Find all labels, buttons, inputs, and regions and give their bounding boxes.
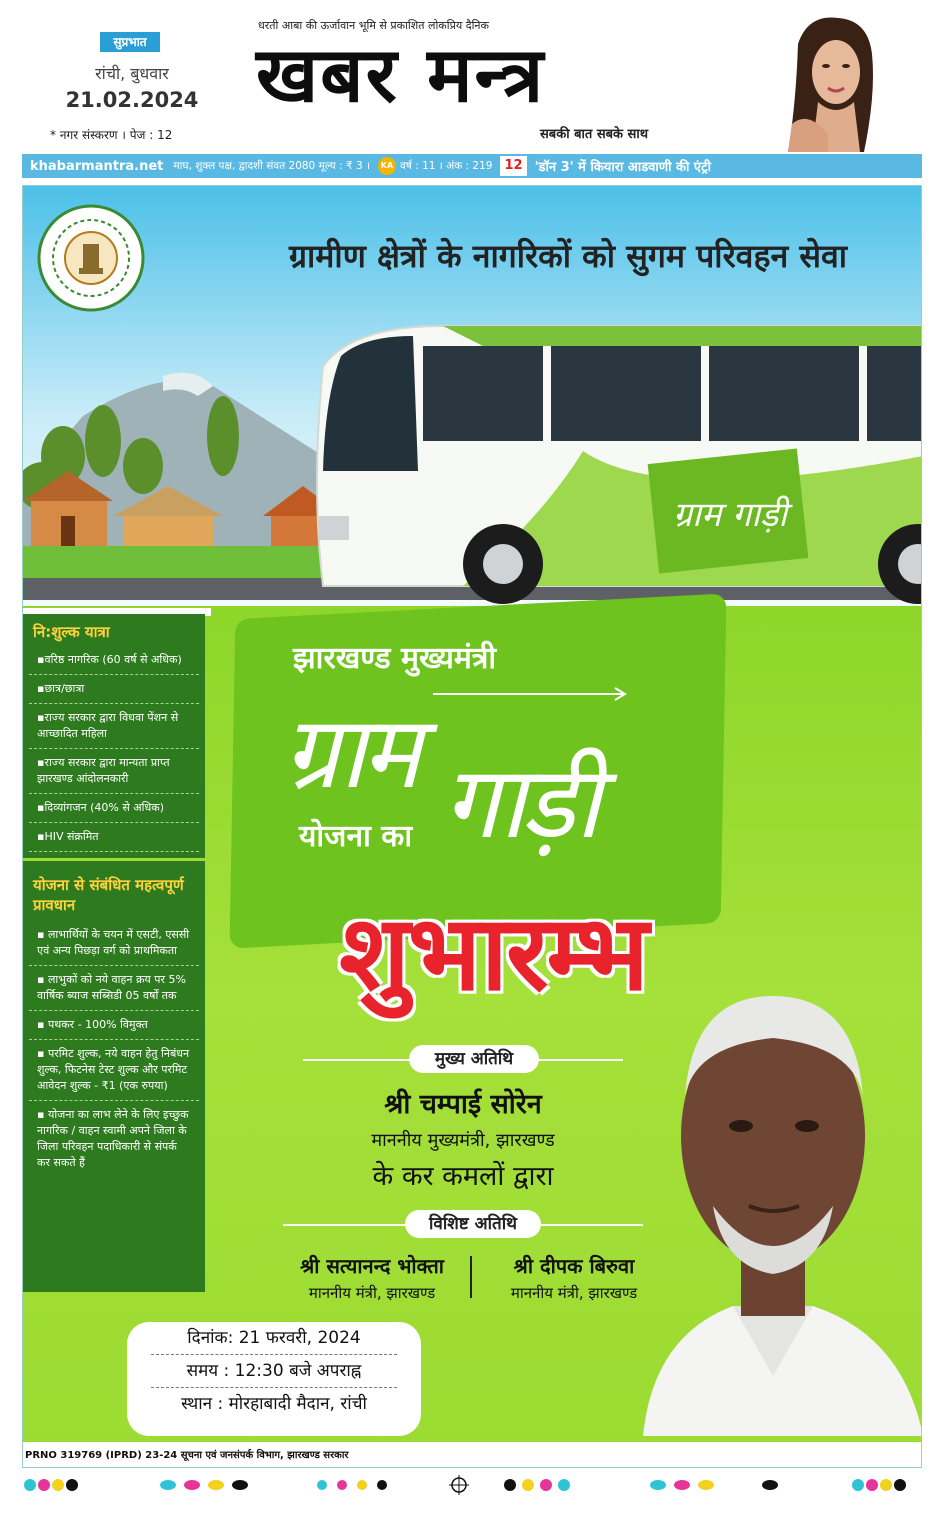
free-item: ▪वरिष्ठ नागरिक (60 वर्ष से अधिक) — [29, 646, 199, 675]
advert-headline — [238, 234, 898, 277]
guest-name: श्री दीपक बिरुवा — [513, 1254, 635, 1278]
guest-role: माननीय मंत्री, झारखण्ड — [510, 1284, 638, 1302]
coin-icon: KA — [378, 157, 396, 175]
provision-item: ▪ लाभार्थियों के चयन में एसटी, एससी एवं अन्य पिछड़ा वर्ग को प्राथमिकता — [29, 921, 199, 966]
newspaper-logo: खबर मन्त्र — [256, 30, 546, 119]
headline-bold: सुगम परिवहन सेवा — [626, 237, 848, 275]
guest-name: श्री सत्यानन्द भोक्ता — [300, 1254, 444, 1278]
panchang-price: माघ, शुक्ल पक्ष, द्वादशी संवत 2080 मूल्य : ₹ 3 । — [173, 160, 370, 172]
masthead — [0, 0, 945, 150]
slogan: सबकी बात सबके साथ — [540, 127, 648, 142]
launch-title: शुभारम्भ — [339, 892, 647, 1014]
cm-pretitle: झारखण्ड मुख्यमंत्री — [293, 641, 497, 676]
special-guest-label: विशिष्ट अतिथि — [405, 1210, 541, 1238]
scheme-sidebar — [23, 614, 205, 1292]
chief-guest-label: मुख्य अतिथि — [409, 1045, 539, 1073]
provision-item: ▪ योजना का लाभ लेने के लिए इच्छुक नागरिक / वाहन स्वामी अपने जिला के जिला परिवहन पदाधिकारी से संपर्क कर सकते हैं — [37, 1108, 189, 1169]
print-registration-marks — [22, 1475, 922, 1495]
page-number-box: 12 — [500, 156, 526, 176]
info-strip — [22, 154, 922, 178]
brand-gram: ग्राम — [283, 694, 418, 811]
chief-minister-portrait — [623, 956, 922, 1436]
guest-1 — [277, 1252, 467, 1303]
yojana-ka: योजना का — [299, 819, 413, 854]
teaser-headline[interactable]: 'डॉन 3' में कियारा आडवाणी की एंट्री — [534, 160, 712, 175]
provisions-title: योजना से संबंधित महत्वपूर्ण प्रावधान — [23, 858, 205, 921]
tagline-top: धरती आबा की ऊर्जावान भूमि से प्रकाशित लोकप्रिय दैनिक — [258, 19, 489, 32]
edition-badge: सुप्रभात — [100, 32, 160, 52]
chief-guest-name: श्री चम्पाई सोरेन — [384, 1089, 542, 1120]
provision-item: ▪ पथकर - 100% विमुक्त — [29, 1011, 199, 1040]
arrow-icon — [433, 691, 633, 697]
city-day: रांची, बुधवार — [95, 64, 169, 83]
chief-guest-role: माननीय मुख्यमंत्री, झारखण्ड — [371, 1130, 555, 1151]
free-travel-title: नि:शुल्क यात्रा — [33, 623, 110, 641]
free-item: ▪दिव्यांगजन (40% से अधिक) — [29, 794, 199, 823]
free-item: ▪राज्य सरकार द्वारा विधवा पेंशन से आच्छादित महिला — [29, 704, 199, 749]
free-item: ▪HIV संक्रमित — [29, 823, 199, 852]
headline-regular: ग्रामीण क्षेत्रों के नागरिकों को — [288, 237, 627, 275]
by-hands-text: के कर कमलों द्वारा — [372, 1161, 554, 1192]
provision-item: ▪ लाभुकों को नये वाहन क्रय पर 5% वार्षिक ब्याज सब्सिडी 05 वर्षों तक — [29, 966, 199, 1011]
bus-logo-text: ग्राम गाड़ी — [673, 495, 788, 535]
issue-date: 21.02.2024 — [65, 88, 199, 112]
volume-issue: वर्ष : 11 । अंक : 219 — [399, 160, 493, 172]
guest-role: माननीय मंत्री, झारखण्ड — [308, 1284, 436, 1302]
celebrity-photo — [768, 14, 898, 152]
free-item: ▪राज्य सरकार द्वारा मान्यता प्राप्त झारखण्ड आंदोलनकारी — [29, 749, 199, 794]
ad-release-number: PRNO 319769 (IPRD) 23-24 सूचना एवं जनसंपर्क विभाग, झारखण्ड सरकार — [23, 1442, 922, 1468]
website-link[interactable]: khabarmantra.net — [30, 158, 164, 174]
gram-gaadi-advert — [22, 185, 922, 1468]
brand-gaadi: गाड़ी — [443, 744, 597, 861]
event-details-box — [127, 1322, 421, 1436]
provision-item: ▪ परमिट शुल्क, नये वाहन हेतु निबंधन शुल्क, फिटनेस टेस्ट शुल्क और परमिट आवेदन शुल्क - ₹1 (एक रुपया) — [29, 1040, 199, 1101]
free-item: ▪छात्र/छात्रा — [29, 675, 199, 704]
event-venue: स्थान : मोरहाबादी मैदान, रांची — [181, 1394, 367, 1414]
event-time: समय : 12:30 बजे अपराह्न — [151, 1355, 397, 1388]
jharkhand-govt-emblem — [37, 204, 145, 312]
guest-separator — [470, 1256, 472, 1298]
event-date: दिनांक: 21 फरवरी, 2024 — [151, 1322, 397, 1355]
edition-info: * नगर संस्करण । पेज : 12 — [50, 128, 173, 142]
